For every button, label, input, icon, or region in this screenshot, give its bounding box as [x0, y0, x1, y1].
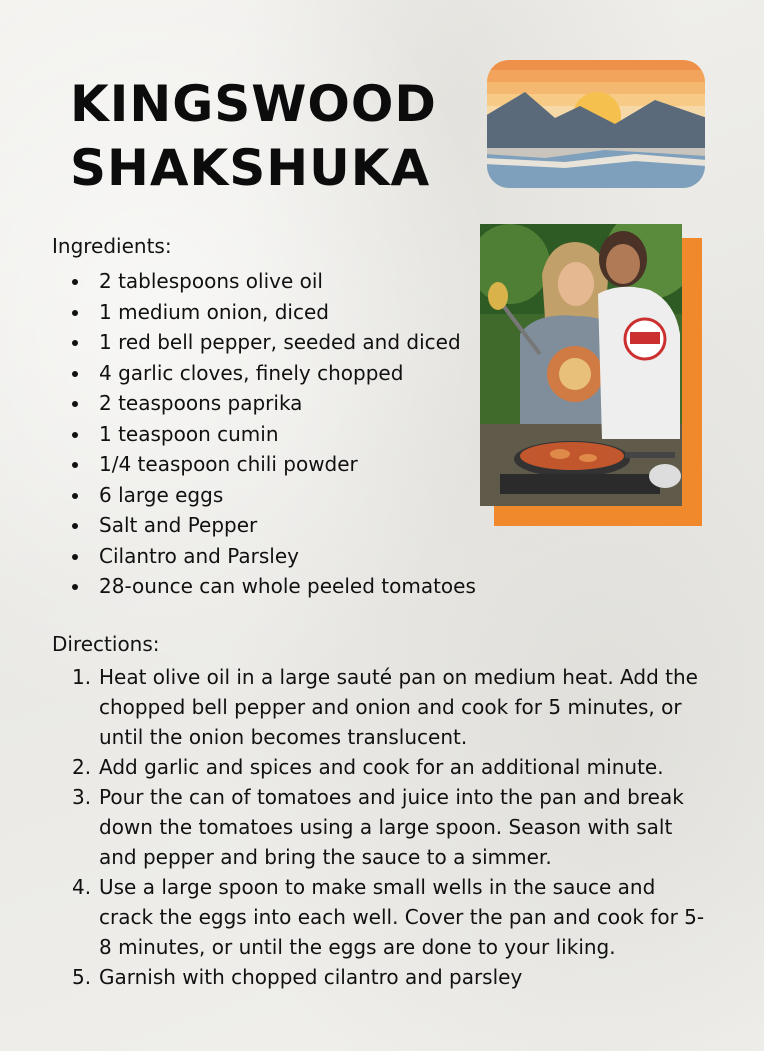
direction-step: [52, 752, 712, 782]
list-item: [52, 571, 476, 602]
ingredients-heading: Ingredients:: [52, 234, 172, 258]
list-item: [52, 266, 476, 297]
ingredient-text: 1 teaspoon cumin: [99, 421, 279, 446]
bullet-icon: [72, 584, 78, 590]
step-text: Pour the can of tomatoes and juice into the pan and break down the tomatoes using a large spoon. Season with salt and pepper and bring the sauce to a simmer.: [99, 785, 684, 869]
ingredient-text: 6 large eggs: [99, 482, 224, 507]
directions-list: [52, 662, 712, 992]
list-item: [52, 480, 476, 511]
bullet-icon: [72, 279, 78, 285]
bullet-icon: [72, 310, 78, 316]
direction-step: [52, 872, 712, 962]
list-item: [52, 449, 476, 480]
bullet-icon: [72, 462, 78, 468]
bullet-icon: [72, 432, 78, 438]
step-number: 4.: [72, 875, 92, 899]
bullet-icon: [72, 340, 78, 346]
step-number: 3.: [72, 785, 92, 809]
step-number: 2.: [72, 755, 92, 779]
ingredients-list: [52, 266, 476, 602]
bullet-icon: [72, 554, 78, 560]
step-number: 1.: [72, 665, 92, 689]
campers-photo: [480, 224, 702, 526]
recipe-title: [70, 72, 470, 200]
campers-cooking-photo: [480, 224, 682, 506]
recipe-title-line2: SHAKSHUKA: [70, 139, 431, 197]
step-text: Add garlic and spices and cook for an additional minute.: [99, 755, 664, 779]
step-text: Heat olive oil in a large sauté pan on medium heat. Add the chopped bell pepper and onion and cook for 5 minutes, or until the onion becomes translucent.: [99, 665, 698, 749]
ingredient-text: 2 teaspoons paprika: [99, 391, 303, 415]
ingredient-text: 4 garlic cloves, finely chopped: [99, 360, 404, 385]
directions-heading: Directions:: [52, 632, 160, 656]
list-item: [52, 297, 476, 328]
ingredient-text: 2 tablespoons olive oil: [99, 269, 323, 293]
ingredient-text: 1 red bell pepper, seeded and diced: [99, 330, 461, 354]
list-item: [52, 358, 476, 389]
direction-step: [52, 782, 712, 872]
step-text: Use a large spoon to make small wells in the sauce and crack the eggs into each well. Cover the pan and cook for 5-8 minutes, or until the eggs are done to your liking.: [99, 875, 705, 959]
list-item: [52, 419, 476, 450]
bullet-icon: [72, 371, 78, 377]
step-text: Garnish with chopped cilantro and parsley: [99, 965, 523, 989]
recipe-title-line1: KINGSWOOD: [70, 75, 437, 133]
mountain-sunset-icon: [485, 58, 707, 192]
ingredient-text: 1/4 teaspoon chili powder: [99, 452, 358, 476]
ingredient-text: Salt and Pepper: [99, 513, 258, 537]
list-item: [52, 388, 476, 419]
ingredient-text: Cilantro and Parsley: [99, 543, 299, 568]
bullet-icon: [72, 523, 78, 529]
list-item: [52, 327, 476, 358]
direction-step: [52, 662, 712, 752]
step-number: 5.: [72, 965, 92, 989]
ingredient-text: 1 medium onion, diced: [99, 299, 329, 324]
bullet-icon: [72, 493, 78, 499]
list-item: [52, 541, 476, 572]
direction-step: [52, 962, 712, 992]
list-item: [52, 510, 476, 541]
ingredient-text: 28-ounce can whole peeled tomatoes: [99, 574, 476, 598]
bullet-icon: [72, 401, 78, 407]
